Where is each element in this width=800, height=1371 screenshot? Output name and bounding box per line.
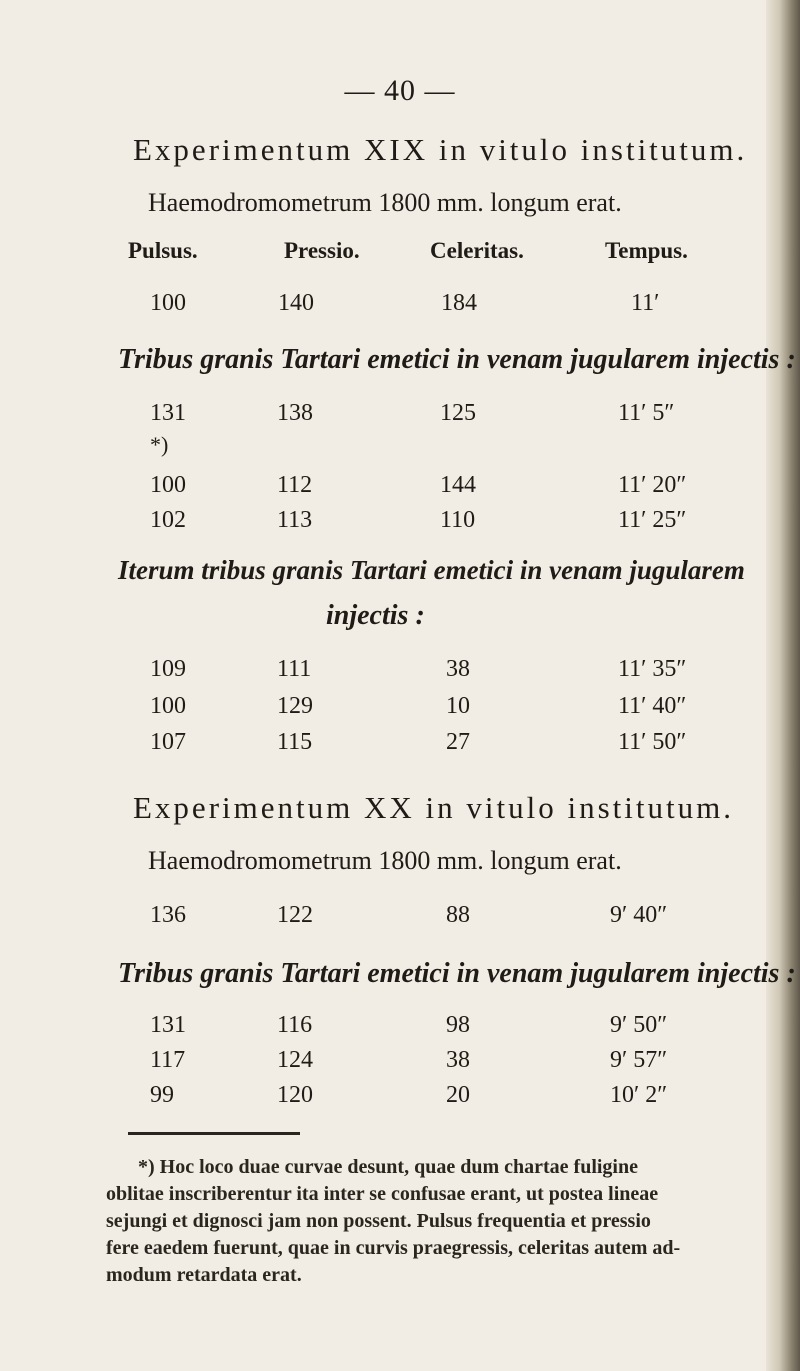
cell-celeritas: 20 bbox=[446, 1082, 470, 1108]
footnote-line: *) Hoc loco duae curvae desunt, quae dum chartae fuligine bbox=[138, 1156, 638, 1178]
cell-celeritas: 27 bbox=[446, 729, 470, 755]
footnote-line: fere eaedem fuerunt, quae in curvis praegressis, celeritas autem ad- bbox=[106, 1237, 681, 1259]
footnote-divider bbox=[128, 1132, 300, 1135]
table-row bbox=[150, 400, 710, 430]
footnote-line: modum retardata erat. bbox=[106, 1264, 302, 1286]
cell-pulsus: 109 bbox=[150, 656, 186, 682]
cell-tempus: 9′ 57″ bbox=[610, 1047, 668, 1073]
cell-pressio: 124 bbox=[277, 1047, 313, 1073]
table-row bbox=[150, 656, 710, 686]
baseline-row bbox=[150, 290, 710, 320]
cell-pressio: 122 bbox=[277, 902, 313, 928]
header-pulsus: Pulsus. bbox=[128, 238, 198, 263]
page-number: — 40 — bbox=[344, 74, 456, 107]
cell-celeritas: 144 bbox=[440, 472, 476, 498]
cell-pulsus: 100 bbox=[150, 290, 186, 316]
cell-tempus: 11′ 40″ bbox=[618, 693, 687, 719]
cell-pressio: 120 bbox=[277, 1082, 313, 1108]
cell-pressio: 129 bbox=[277, 693, 313, 719]
cell-pulsus: 100 bbox=[150, 472, 186, 498]
cell-pressio: 116 bbox=[277, 1012, 313, 1038]
cell-pressio: 112 bbox=[277, 472, 313, 498]
experiment-19-subtitle: Haemodromometrum 1800 mm. longum erat. bbox=[148, 188, 622, 217]
cell-celeritas: 110 bbox=[440, 507, 476, 533]
cell-pressio: 113 bbox=[277, 507, 313, 533]
experiment-19-title: Experimentum XIX in vitulo institutum. bbox=[133, 132, 748, 167]
cell-pulsus: 107 bbox=[150, 729, 186, 755]
cell-pulsus: 102 bbox=[150, 507, 186, 533]
cell-pulsus: 136 bbox=[150, 902, 186, 928]
footnote bbox=[106, 1154, 706, 1289]
cell-celeritas: 125 bbox=[440, 400, 476, 426]
header-pressio: Pressio. bbox=[284, 238, 360, 263]
table-row bbox=[150, 472, 710, 502]
cell-pulsus: 100 bbox=[150, 693, 186, 719]
cell-pulsus: 117 bbox=[150, 1047, 186, 1073]
baseline-row bbox=[150, 902, 710, 932]
cell-pressio: 115 bbox=[277, 729, 313, 755]
cell-celeritas: 88 bbox=[446, 902, 470, 928]
table-row bbox=[150, 1047, 710, 1077]
footnote-marker: *) bbox=[150, 432, 169, 457]
cell-tempus: 11′ 25″ bbox=[618, 507, 687, 533]
section-heading-injection-1: Tribus granis Tartari emetici in venam jugularem injectis : bbox=[118, 344, 796, 375]
cell-tempus: 11′ 35″ bbox=[618, 656, 687, 682]
cell-celeritas: 98 bbox=[446, 1012, 470, 1038]
table-row bbox=[150, 1012, 710, 1042]
cell-tempus: 10′ 2″ bbox=[610, 1082, 668, 1108]
cell-pulsus: 99 bbox=[150, 1082, 174, 1108]
cell-tempus: 11′ 20″ bbox=[618, 472, 687, 498]
footnote-line: oblitae inscriberentur ita inter se confusae erant, ut postea lineae bbox=[106, 1183, 659, 1205]
section-heading-injection-3: Tribus granis Tartari emetici in venam jugularem injectis : bbox=[118, 958, 796, 989]
section-heading-injection-2: Iterum tribus granis Tartari emetici in venam jugularem bbox=[118, 555, 745, 585]
cell-celeritas: 184 bbox=[441, 290, 477, 316]
cell-tempus: 9′ 50″ bbox=[610, 1012, 668, 1038]
cell-tempus: 11′ 5″ bbox=[618, 400, 675, 426]
experiment-20-subtitle: Haemodromometrum 1800 mm. longum erat. bbox=[148, 846, 622, 875]
cell-celeritas: 10 bbox=[446, 693, 470, 719]
section-heading-injection-2-cont: injectis : bbox=[326, 600, 425, 631]
cell-pressio: 138 bbox=[277, 400, 313, 426]
cell-pressio: 140 bbox=[278, 290, 314, 316]
cell-pressio: 111 bbox=[277, 656, 312, 682]
table-row bbox=[150, 507, 710, 537]
table-row bbox=[150, 1082, 710, 1112]
header-tempus: Tempus. bbox=[605, 238, 688, 263]
cell-tempus: 9′ 40″ bbox=[610, 902, 668, 928]
cell-pulsus: 131 bbox=[150, 1012, 186, 1038]
cell-pulsus: 131 bbox=[150, 400, 186, 426]
header-celeritas: Celeritas. bbox=[430, 238, 524, 263]
table-row bbox=[150, 729, 710, 759]
cell-tempus: 11′ bbox=[631, 290, 660, 316]
page-binding-edge bbox=[766, 0, 800, 1371]
cell-celeritas: 38 bbox=[446, 1047, 470, 1073]
experiment-20-title: Experimentum XX in vitulo institutum. bbox=[133, 790, 734, 825]
footnote-line: sejungi et dignosci jam non possent. Pulsus frequentia et pressio bbox=[106, 1210, 651, 1232]
table-header-row bbox=[128, 238, 728, 268]
table-row bbox=[150, 693, 710, 723]
cell-tempus: 11′ 50″ bbox=[618, 729, 687, 755]
cell-celeritas: 38 bbox=[446, 656, 470, 682]
